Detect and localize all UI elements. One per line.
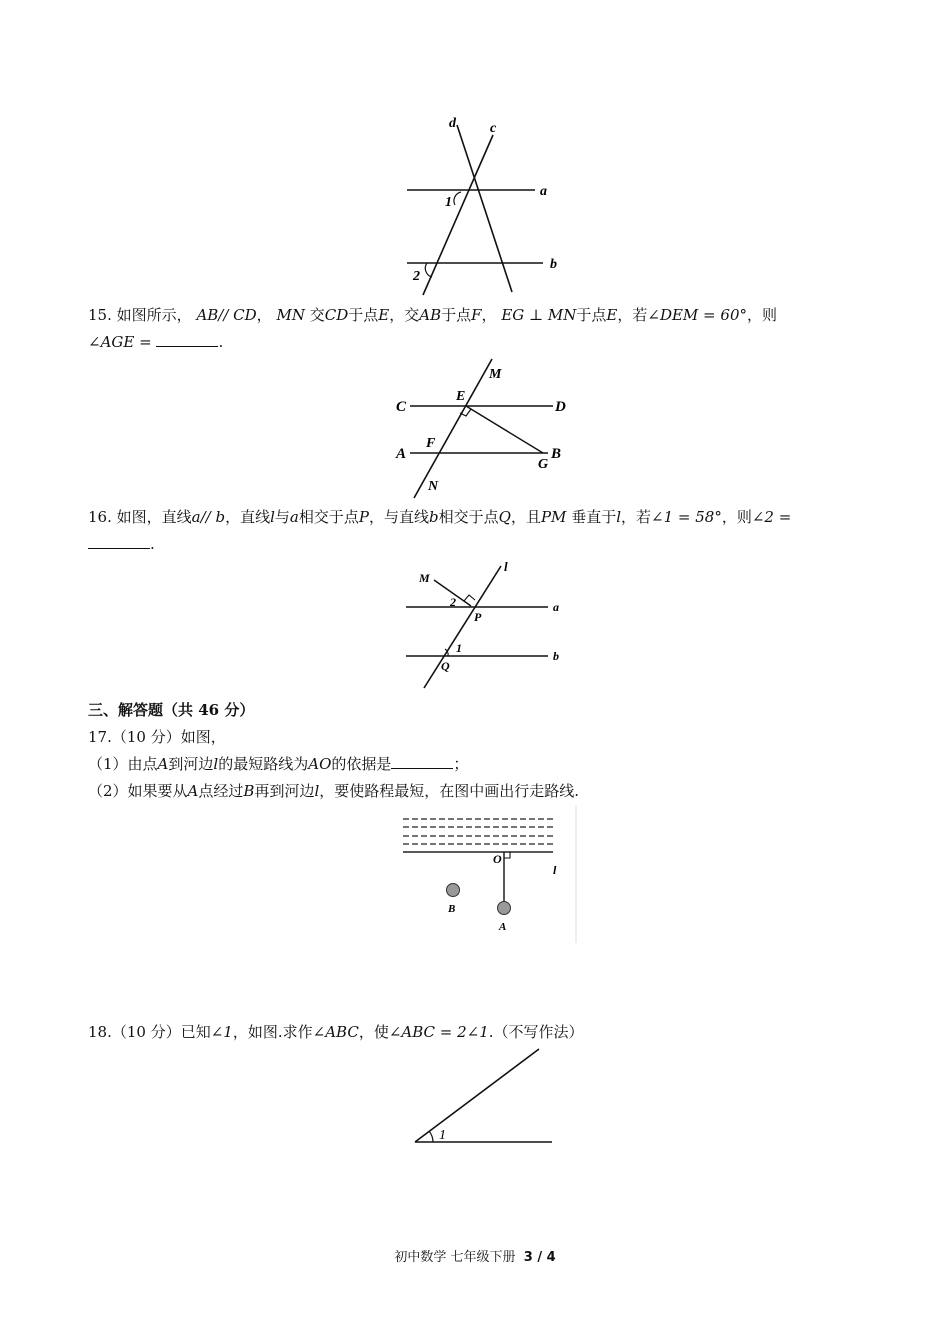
svg-text:a: a (553, 600, 559, 614)
svg-text:A: A (499, 921, 507, 933)
svg-text:2: 2 (450, 595, 456, 609)
answer-blank-15[interactable] (156, 330, 218, 347)
svg-text:1: 1 (439, 1128, 446, 1143)
svg-text:C: C (396, 399, 407, 415)
answer-blank-16[interactable] (88, 532, 150, 549)
question-15: 15. 如图所示， AB// CD， MN 交CD于点E，交AB于点F， EG ⊥ MN于点E，若∠DEM = 60°，则 ∠AGE = . (88, 306, 778, 351)
svg-text:b: b (553, 649, 559, 663)
svg-text:G: G (538, 457, 549, 472)
question-16: 16. 如图，直线a// b，直线l与a相交于点P，与直线b相交于点Q，且PM 垂直于l，若∠1 = 58°，则∠2 = . (88, 508, 792, 553)
line-c (423, 135, 493, 295)
svg-text:F: F (426, 436, 436, 451)
question-18: 18.（10 分）已知∠1，如图.求作∠ABC，使∠ABC = 2∠1.（不写作法） (88, 1023, 584, 1041)
svg-text:A: A (396, 446, 407, 462)
question-17: 17.（10 分）如图， （1）由点A到河边l的最短路线为AO的依据是 ； （2）如果要从A点经过B再到河边l，要使路程最短，在图中画出行走路线. (88, 728, 580, 800)
svg-text:N: N (428, 479, 439, 494)
figure-question-16 (396, 558, 571, 697)
svg-text:Q: Q (441, 659, 450, 673)
page-footer: 初中数学 七年级下册 3 / 4 (394, 1250, 556, 1265)
svg-text:M: M (419, 571, 430, 585)
figure-river (395, 805, 585, 949)
svg-text:M: M (489, 367, 502, 382)
figure-angle-1 (405, 1042, 565, 1156)
label-c: c (490, 121, 497, 136)
label-a: a (540, 184, 547, 199)
answer-blank-17[interactable] (391, 752, 453, 769)
figure-question-15 (388, 352, 578, 506)
svg-text:l: l (504, 559, 508, 574)
label-b: b (550, 257, 557, 272)
svg-text:1: 1 (456, 641, 462, 655)
svg-text:l: l (553, 863, 557, 877)
label-2: 2 (413, 269, 420, 284)
svg-text:E: E (456, 389, 466, 404)
figure-parallel-lines-1 (395, 110, 565, 304)
section-heading: 三、解答题（共 46 分） (88, 701, 255, 719)
svg-text:D: D (555, 399, 566, 415)
line-d (457, 125, 512, 292)
label-1: 1 (445, 195, 452, 210)
svg-text:B: B (551, 446, 562, 462)
q15-ask: ∠AGE = (88, 333, 152, 351)
svg-text:B: B (448, 903, 456, 915)
label-d: d (449, 116, 456, 131)
svg-text:P: P (474, 610, 482, 624)
svg-text:O: O (493, 852, 502, 866)
